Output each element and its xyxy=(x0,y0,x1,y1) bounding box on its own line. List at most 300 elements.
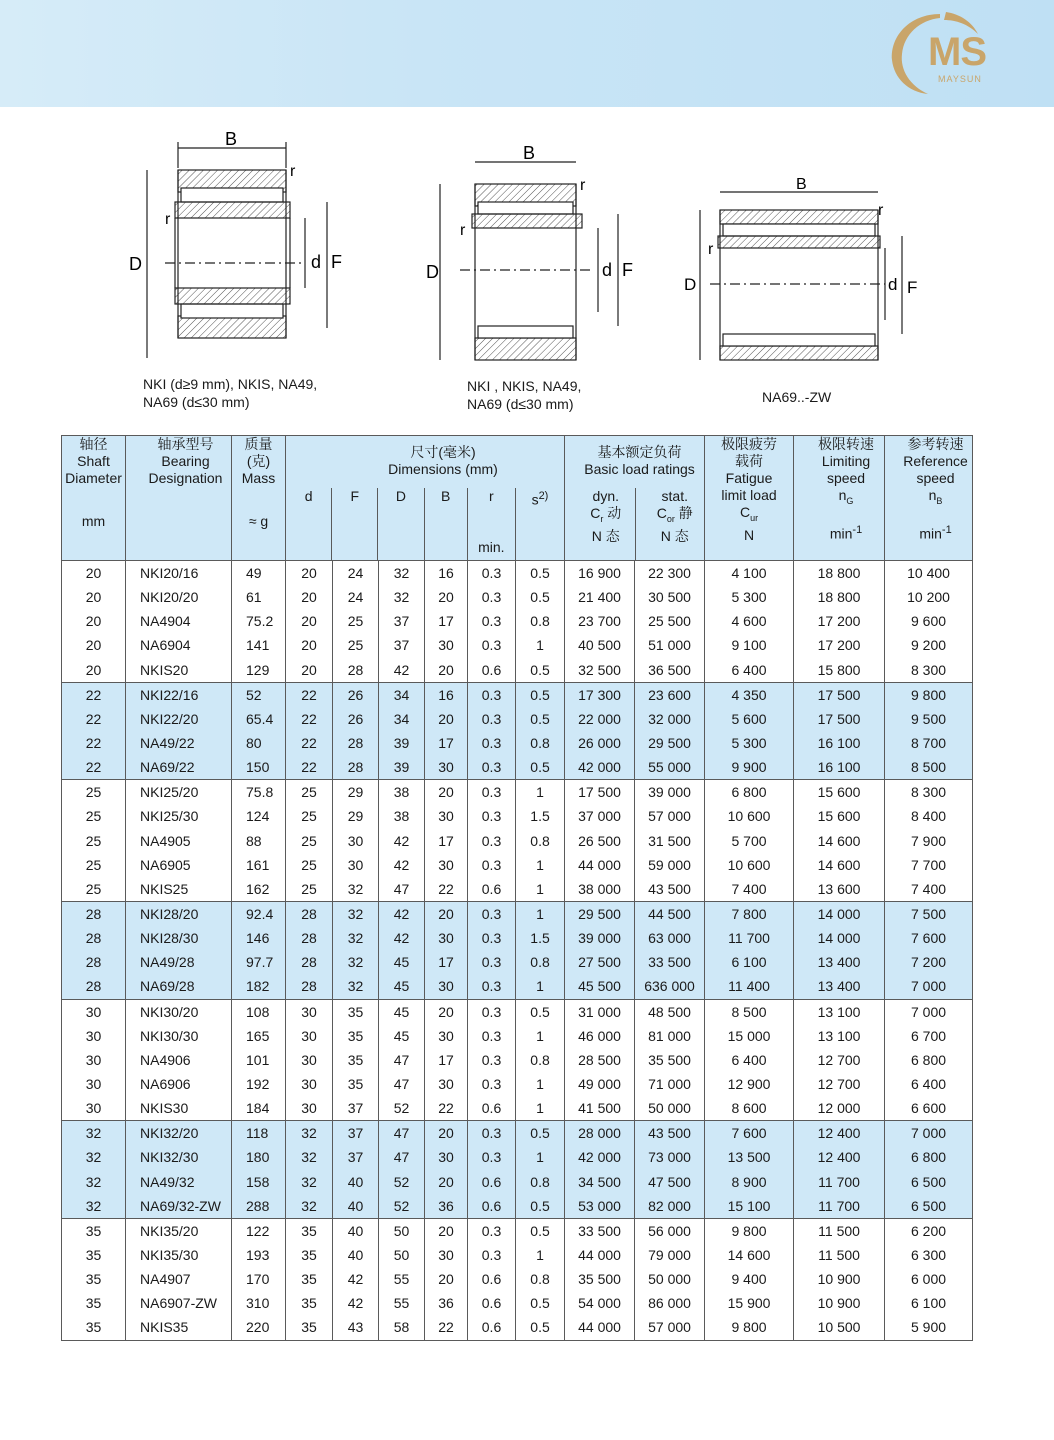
table-cell: 38 xyxy=(379,780,425,805)
table-cell: 25 xyxy=(333,609,379,633)
table-cell: 7 000 xyxy=(885,999,973,1024)
table-cell: 8 400 xyxy=(885,804,973,828)
table-cell: 35 xyxy=(333,1072,379,1096)
table-cell: 37 xyxy=(333,1096,379,1121)
table-cell: 39 000 xyxy=(565,926,635,950)
table-cell: NKI28/20 xyxy=(126,901,232,926)
table-cell: 45 xyxy=(379,974,425,999)
table-cell: 20 xyxy=(286,658,333,683)
table-cell: 28 xyxy=(286,926,333,950)
table-row xyxy=(62,755,973,780)
table-cell: 6 400 xyxy=(885,1072,973,1096)
table-cell: 44 500 xyxy=(635,901,705,926)
table-cell: 97.7 xyxy=(232,950,286,974)
table-cell: 10 900 xyxy=(794,1291,885,1315)
table-cell: 42 xyxy=(379,853,425,877)
table-cell: 0.8 xyxy=(516,829,565,853)
table-cell: 35 500 xyxy=(635,1048,705,1072)
table-cell: 6 600 xyxy=(885,1096,973,1121)
table-cell: 44 000 xyxy=(565,1315,635,1340)
table-cell: 35 xyxy=(85,1295,102,1312)
figure-caption-1: NKI (d≥9 mm), NKIS, NA49, NA69 (d≤30 mm) xyxy=(143,376,318,410)
table-cell: 45 xyxy=(379,950,425,974)
col-f: F xyxy=(331,488,377,560)
table-cell: 73 000 xyxy=(635,1145,705,1169)
table-cell: 15 600 xyxy=(794,804,885,828)
table-cell: 35 500 xyxy=(565,1267,635,1291)
table-cell: 122 xyxy=(232,1218,286,1243)
table-cell: 15 900 xyxy=(705,1291,794,1315)
table-cell: 108 xyxy=(232,999,286,1024)
table-row xyxy=(62,707,973,731)
label-r: r xyxy=(165,211,171,228)
table-cell: 0.3 xyxy=(468,901,516,926)
table-cell: 55 000 xyxy=(635,755,705,780)
table-cell: 31 000 xyxy=(565,999,635,1024)
table-cell: 220 xyxy=(232,1315,286,1340)
table-cell: 26 xyxy=(333,682,379,707)
table-cell: 30 xyxy=(333,853,379,877)
table-cell: 47 xyxy=(379,1048,425,1072)
table-row xyxy=(62,1267,973,1291)
table-cell: NKI22/20 xyxy=(126,707,232,731)
table-cell: 32 xyxy=(286,1145,333,1169)
table-cell: 11 700 xyxy=(794,1194,885,1219)
table-cell: 22 xyxy=(425,1315,468,1340)
table-cell: 36 xyxy=(425,1291,468,1315)
table-cell: 14 600 xyxy=(794,829,885,853)
table-cell: 1 xyxy=(516,1072,565,1096)
table-cell: 1 xyxy=(516,1145,565,1169)
table-cell: 0.3 xyxy=(468,633,516,657)
table-cell: 22 xyxy=(62,682,126,707)
table-cell: 0.5 xyxy=(516,707,565,731)
bearing-diagram-1 xyxy=(125,128,355,363)
table-row xyxy=(62,1291,973,1315)
table-cell: 40 xyxy=(333,1243,379,1267)
table-row xyxy=(62,950,973,974)
table-cell: 6 200 xyxy=(885,1218,973,1243)
table-cell: 30 xyxy=(425,1072,468,1096)
label-b: B xyxy=(523,143,536,163)
table-cell: 55 xyxy=(379,1291,425,1315)
table-cell: 17 300 xyxy=(565,682,635,707)
table-row xyxy=(62,585,973,609)
table-cell: 24 xyxy=(333,585,379,609)
table-row xyxy=(62,926,973,950)
table-cell: 42 xyxy=(379,926,425,950)
table-cell: 37 xyxy=(333,1145,379,1169)
table-cell: 10 600 xyxy=(705,853,794,877)
table-cell: 1.5 xyxy=(516,804,565,828)
table-cell: 12 700 xyxy=(794,1072,885,1096)
table-row xyxy=(62,1096,973,1121)
table-cell: 12 900 xyxy=(705,1072,794,1096)
table-cell: 47 500 xyxy=(635,1170,705,1194)
table-cell: 43 xyxy=(333,1315,379,1340)
table-cell: 192 xyxy=(232,1072,286,1096)
table-cell: NKIS35 xyxy=(126,1315,232,1340)
table-cell: 42 000 xyxy=(565,1145,635,1169)
table-row xyxy=(62,1315,973,1340)
table-cell: 20 xyxy=(425,585,468,609)
table-cell: 0.5 xyxy=(516,1218,565,1243)
table-row xyxy=(62,974,973,999)
table-cell: 12 700 xyxy=(794,1048,885,1072)
table-cell: NKI32/30 xyxy=(126,1145,232,1169)
table-cell: 52 xyxy=(379,1096,425,1121)
table-cell: 0.3 xyxy=(468,707,516,731)
table-cell: 141 xyxy=(232,633,286,657)
table-cell: 10 400 xyxy=(885,561,973,586)
table-cell: 0.5 xyxy=(516,755,565,780)
table-cell: 22 xyxy=(425,1096,468,1121)
table-cell: 4 350 xyxy=(705,682,794,707)
table-cell: NKI32/20 xyxy=(126,1121,232,1146)
table-cell: 8 600 xyxy=(705,1096,794,1121)
table-cell: 0.6 xyxy=(468,658,516,683)
table-cell: 44 000 xyxy=(565,853,635,877)
table-cell: 23 700 xyxy=(565,609,635,633)
table-cell: NKI20/16 xyxy=(126,561,232,586)
table-cell: NKI22/16 xyxy=(126,682,232,707)
table-cell: 28 xyxy=(62,926,126,950)
table-row xyxy=(62,780,973,805)
table-row xyxy=(62,682,973,707)
table-cell: 0.5 xyxy=(516,999,565,1024)
table-cell: 30 xyxy=(425,1145,468,1169)
table-cell: 45 500 xyxy=(565,974,635,999)
table-cell: 9 900 xyxy=(705,755,794,780)
table-cell: 0.8 xyxy=(516,1170,565,1194)
table-cell: 636 000 xyxy=(635,974,705,999)
table-cell: 0.3 xyxy=(468,1024,516,1048)
table-cell: 0.5 xyxy=(516,1194,565,1219)
table-cell: 30 xyxy=(425,755,468,780)
table-cell: 35 xyxy=(333,999,379,1024)
table-cell: 6 800 xyxy=(885,1048,973,1072)
table-cell: 8 900 xyxy=(705,1170,794,1194)
table-cell: 9 500 xyxy=(885,707,973,731)
table-cell: 13 400 xyxy=(794,974,885,999)
table-cell: 20 xyxy=(425,707,468,731)
table-cell: 25 xyxy=(286,877,333,902)
table-cell: 22 300 xyxy=(635,561,705,586)
table-cell: 288 xyxy=(232,1194,286,1219)
table-cell: 32 xyxy=(62,1194,126,1219)
table-cell: NKIS30 xyxy=(126,1096,232,1121)
table-cell: 8 700 xyxy=(885,731,973,755)
table-cell: 45 xyxy=(379,1024,425,1048)
table-cell: 16 xyxy=(425,561,468,586)
table-cell: 29 xyxy=(333,804,379,828)
table-cell: 7 600 xyxy=(885,926,973,950)
table-cell: 0.3 xyxy=(468,609,516,633)
table-cell: NA49/32 xyxy=(126,1170,232,1194)
table-cell: 161 xyxy=(232,853,286,877)
table-cell: 40 xyxy=(333,1218,379,1243)
table-cell: 13 500 xyxy=(705,1145,794,1169)
table-cell: 88 xyxy=(232,829,286,853)
table-cell: 20 xyxy=(85,589,102,606)
table-cell: 15 000 xyxy=(705,1024,794,1048)
table-cell: 20 xyxy=(425,901,468,926)
table-cell: 0.3 xyxy=(468,1218,516,1243)
table-cell: 12 400 xyxy=(794,1145,885,1169)
table-cell: 57 000 xyxy=(635,1315,705,1340)
table-cell: 92.4 xyxy=(232,901,286,926)
table-cell: 34 xyxy=(379,682,425,707)
table-cell: 21 400 xyxy=(565,585,635,609)
table-cell: 26 xyxy=(333,707,379,731)
table-cell: 30 xyxy=(286,1096,333,1121)
table-cell: 14 600 xyxy=(794,853,885,877)
table-cell: 37 xyxy=(379,633,425,657)
table-cell: 42 xyxy=(379,658,425,683)
table-cell: 54 000 xyxy=(565,1291,635,1315)
table-cell: 0.5 xyxy=(516,1291,565,1315)
table-cell: 32 xyxy=(62,1145,126,1169)
table-cell: 22 xyxy=(286,682,333,707)
table-cell: 28 xyxy=(62,950,126,974)
table-cell: 37 xyxy=(379,609,425,633)
table-cell: 30 500 xyxy=(635,585,705,609)
col-d-outer: D xyxy=(377,488,423,560)
table-cell: 30 xyxy=(425,926,468,950)
table-cell: 32 000 xyxy=(635,707,705,731)
table-cell: 0.3 xyxy=(468,926,516,950)
table-cell: 20 xyxy=(425,780,468,805)
table-cell: 8 500 xyxy=(885,755,973,780)
table-cell: 0.6 xyxy=(468,877,516,902)
table-cell: 20 xyxy=(425,1267,468,1291)
bearing-diagram-3 xyxy=(680,170,930,370)
label-f: F xyxy=(622,260,633,280)
table-cell: 30 xyxy=(85,1003,102,1020)
table-cell: 1 xyxy=(516,1096,565,1121)
table-cell: 0.5 xyxy=(516,1121,565,1146)
table-cell: 33 500 xyxy=(565,1218,635,1243)
table-cell: 7 000 xyxy=(885,1121,973,1146)
table-cell: 32 xyxy=(333,901,379,926)
table-cell: 5 700 xyxy=(705,829,794,853)
table-cell: 1 xyxy=(516,877,565,902)
table-cell: 43 500 xyxy=(635,1121,705,1146)
table-cell: 57 000 xyxy=(635,804,705,828)
table-cell: 0.8 xyxy=(516,731,565,755)
table-cell: 30 xyxy=(286,1048,333,1072)
table-cell: 0.5 xyxy=(516,1315,565,1340)
table-cell: 23 600 xyxy=(635,682,705,707)
table-cell: 0.6 xyxy=(468,1096,516,1121)
table-cell: 14 000 xyxy=(794,901,885,926)
table-cell: 6 000 xyxy=(885,1267,973,1291)
table-cell: 17 xyxy=(425,1048,468,1072)
table-cell: 9 400 xyxy=(705,1267,794,1291)
table-cell: 1 xyxy=(516,974,565,999)
table-cell: 47 xyxy=(379,1072,425,1096)
table-cell: 32 xyxy=(62,1121,126,1146)
table-cell: 48 500 xyxy=(635,999,705,1024)
table-cell: 81 000 xyxy=(635,1024,705,1048)
table-cell: 51 000 xyxy=(635,633,705,657)
table-cell: 28 xyxy=(62,901,126,926)
table-cell: 40 xyxy=(333,1170,379,1194)
maysun-logo xyxy=(880,8,1000,100)
table-cell: 35 xyxy=(333,1024,379,1048)
table-cell: 35 xyxy=(286,1315,333,1340)
table-row xyxy=(62,853,973,877)
table-cell: 32 xyxy=(333,877,379,902)
table-cell: 22 xyxy=(62,755,126,780)
table-cell: NKI28/30 xyxy=(126,926,232,950)
table-cell: 20 xyxy=(286,561,333,586)
table-cell: 30 xyxy=(85,1076,102,1093)
table-cell: 25 xyxy=(286,829,333,853)
table-cell: 22 000 xyxy=(565,707,635,731)
table-cell: 16 900 xyxy=(565,561,635,586)
table-cell: 0.3 xyxy=(468,829,516,853)
label-f: F xyxy=(907,278,918,297)
label-r: r xyxy=(580,177,586,194)
table-cell: 9 800 xyxy=(885,682,973,707)
table-cell: NA6906 xyxy=(126,1072,232,1096)
col-limiting-speed: 极限转速 Limiting speed $n_G$ $\min^{-1}$ xyxy=(794,436,885,561)
table-cell: 0.6 xyxy=(468,1267,516,1291)
table-cell: 20 xyxy=(425,1170,468,1194)
table-cell: 30 xyxy=(85,1027,102,1044)
table-cell: 25 xyxy=(85,832,102,849)
table-row xyxy=(62,633,973,657)
table-cell: 6 800 xyxy=(705,780,794,805)
table-cell: 0.5 xyxy=(516,585,565,609)
table-cell: 13 400 xyxy=(794,950,885,974)
table-cell: 20 xyxy=(85,637,102,654)
table-cell: 49 xyxy=(232,561,286,586)
table-cell: 22 xyxy=(62,707,126,731)
table-cell: 6 300 xyxy=(885,1243,973,1267)
table-row xyxy=(62,1072,973,1096)
label-r: r xyxy=(878,202,884,219)
table-cell: 17 500 xyxy=(794,682,885,707)
table-cell: 40 500 xyxy=(565,633,635,657)
table-row xyxy=(62,1024,973,1048)
table-cell: 42 xyxy=(333,1267,379,1291)
col-fatigue: 极限疲劳 载荷 Fatigue limit load $C_{ur}$ N xyxy=(705,436,794,561)
table-cell: NA69/22 xyxy=(126,755,232,780)
table-cell: 39 xyxy=(379,755,425,780)
table-cell: 0.3 xyxy=(468,682,516,707)
table-cell: 32 xyxy=(379,585,425,609)
table-cell: 42 xyxy=(379,901,425,926)
figure-caption-2: NKI , NKIS, NA49, NA69 (d≤30 mm) xyxy=(467,378,582,412)
label-d-outer: D xyxy=(684,275,697,294)
table-cell: 6 800 xyxy=(885,1145,973,1169)
label-r: r xyxy=(460,222,466,239)
table-cell: 30 xyxy=(286,1072,333,1096)
table-row xyxy=(62,1218,973,1243)
table-cell: 20 xyxy=(286,633,333,657)
table-cell: 55 xyxy=(379,1267,425,1291)
table-cell: 11 700 xyxy=(794,1170,885,1194)
table-row xyxy=(62,829,973,853)
table-cell: 30 xyxy=(85,1051,102,1068)
table-cell: 50 000 xyxy=(635,1096,705,1121)
table-cell: 165 xyxy=(232,1024,286,1048)
table-cell: 11 400 xyxy=(705,974,794,999)
table-cell: 56 000 xyxy=(635,1218,705,1243)
table-cell: 7 400 xyxy=(705,877,794,902)
table-cell: 22 xyxy=(62,731,126,755)
table-row xyxy=(62,561,973,586)
table-row xyxy=(62,1121,973,1146)
label-r: r xyxy=(708,241,714,258)
table-cell: 35 xyxy=(286,1218,333,1243)
table-header-row xyxy=(62,436,973,561)
table-cell: 28 xyxy=(286,974,333,999)
table-cell: 8 300 xyxy=(885,658,973,683)
table-cell: 1.5 xyxy=(516,926,565,950)
table-cell: 0.5 xyxy=(516,658,565,683)
table-cell: 1 xyxy=(516,901,565,926)
table-cell: NKI25/20 xyxy=(126,780,232,805)
table-cell: 39 000 xyxy=(635,780,705,805)
table-row xyxy=(62,804,973,828)
table-cell: 35 xyxy=(85,1271,102,1288)
table-cell: 53 000 xyxy=(565,1194,635,1219)
table-cell: 30 xyxy=(286,1024,333,1048)
table-cell: 32 xyxy=(379,561,425,586)
table-cell: 42 xyxy=(379,829,425,853)
table-cell: 12 400 xyxy=(794,1121,885,1146)
table-cell: 4 100 xyxy=(705,561,794,586)
table-cell: 0.3 xyxy=(468,1243,516,1267)
table-cell: 20 xyxy=(85,565,102,582)
table-cell: 20 xyxy=(425,1121,468,1146)
label-d-outer: D xyxy=(426,262,439,282)
table-cell: 118 xyxy=(232,1121,286,1146)
table-cell: 7 700 xyxy=(885,853,973,877)
table-cell: 0.3 xyxy=(468,1072,516,1096)
col-b: B xyxy=(424,488,467,560)
table-cell: 61 xyxy=(232,585,286,609)
table-cell: 5 900 xyxy=(885,1315,973,1340)
table-cell: 7 200 xyxy=(885,950,973,974)
table-cell: 310 xyxy=(232,1291,286,1315)
table-cell: 1 xyxy=(516,1243,565,1267)
table-cell: 25 xyxy=(85,808,102,825)
table-cell: 47 xyxy=(379,877,425,902)
table-cell: 30 xyxy=(425,1243,468,1267)
table-cell: 20 xyxy=(286,609,333,633)
table-cell: 6 700 xyxy=(885,1024,973,1048)
table-cell: 184 xyxy=(232,1096,286,1121)
table-cell: 27 500 xyxy=(565,950,635,974)
table-cell: 182 xyxy=(232,974,286,999)
table-cell: 32 xyxy=(62,1170,126,1194)
table-cell: 1 xyxy=(516,633,565,657)
table-cell: 7 600 xyxy=(705,1121,794,1146)
table-cell: 50 xyxy=(379,1243,425,1267)
table-row xyxy=(62,877,973,902)
table-cell: NA6905 xyxy=(126,853,232,877)
table-cell: 26 500 xyxy=(565,829,635,853)
table-cell: 52 xyxy=(232,682,286,707)
table-cell: 9 800 xyxy=(705,1315,794,1340)
table-cell: NA69/32-ZW xyxy=(126,1194,232,1219)
table-cell: 38 000 xyxy=(565,877,635,902)
table-cell: 4 600 xyxy=(705,609,794,633)
